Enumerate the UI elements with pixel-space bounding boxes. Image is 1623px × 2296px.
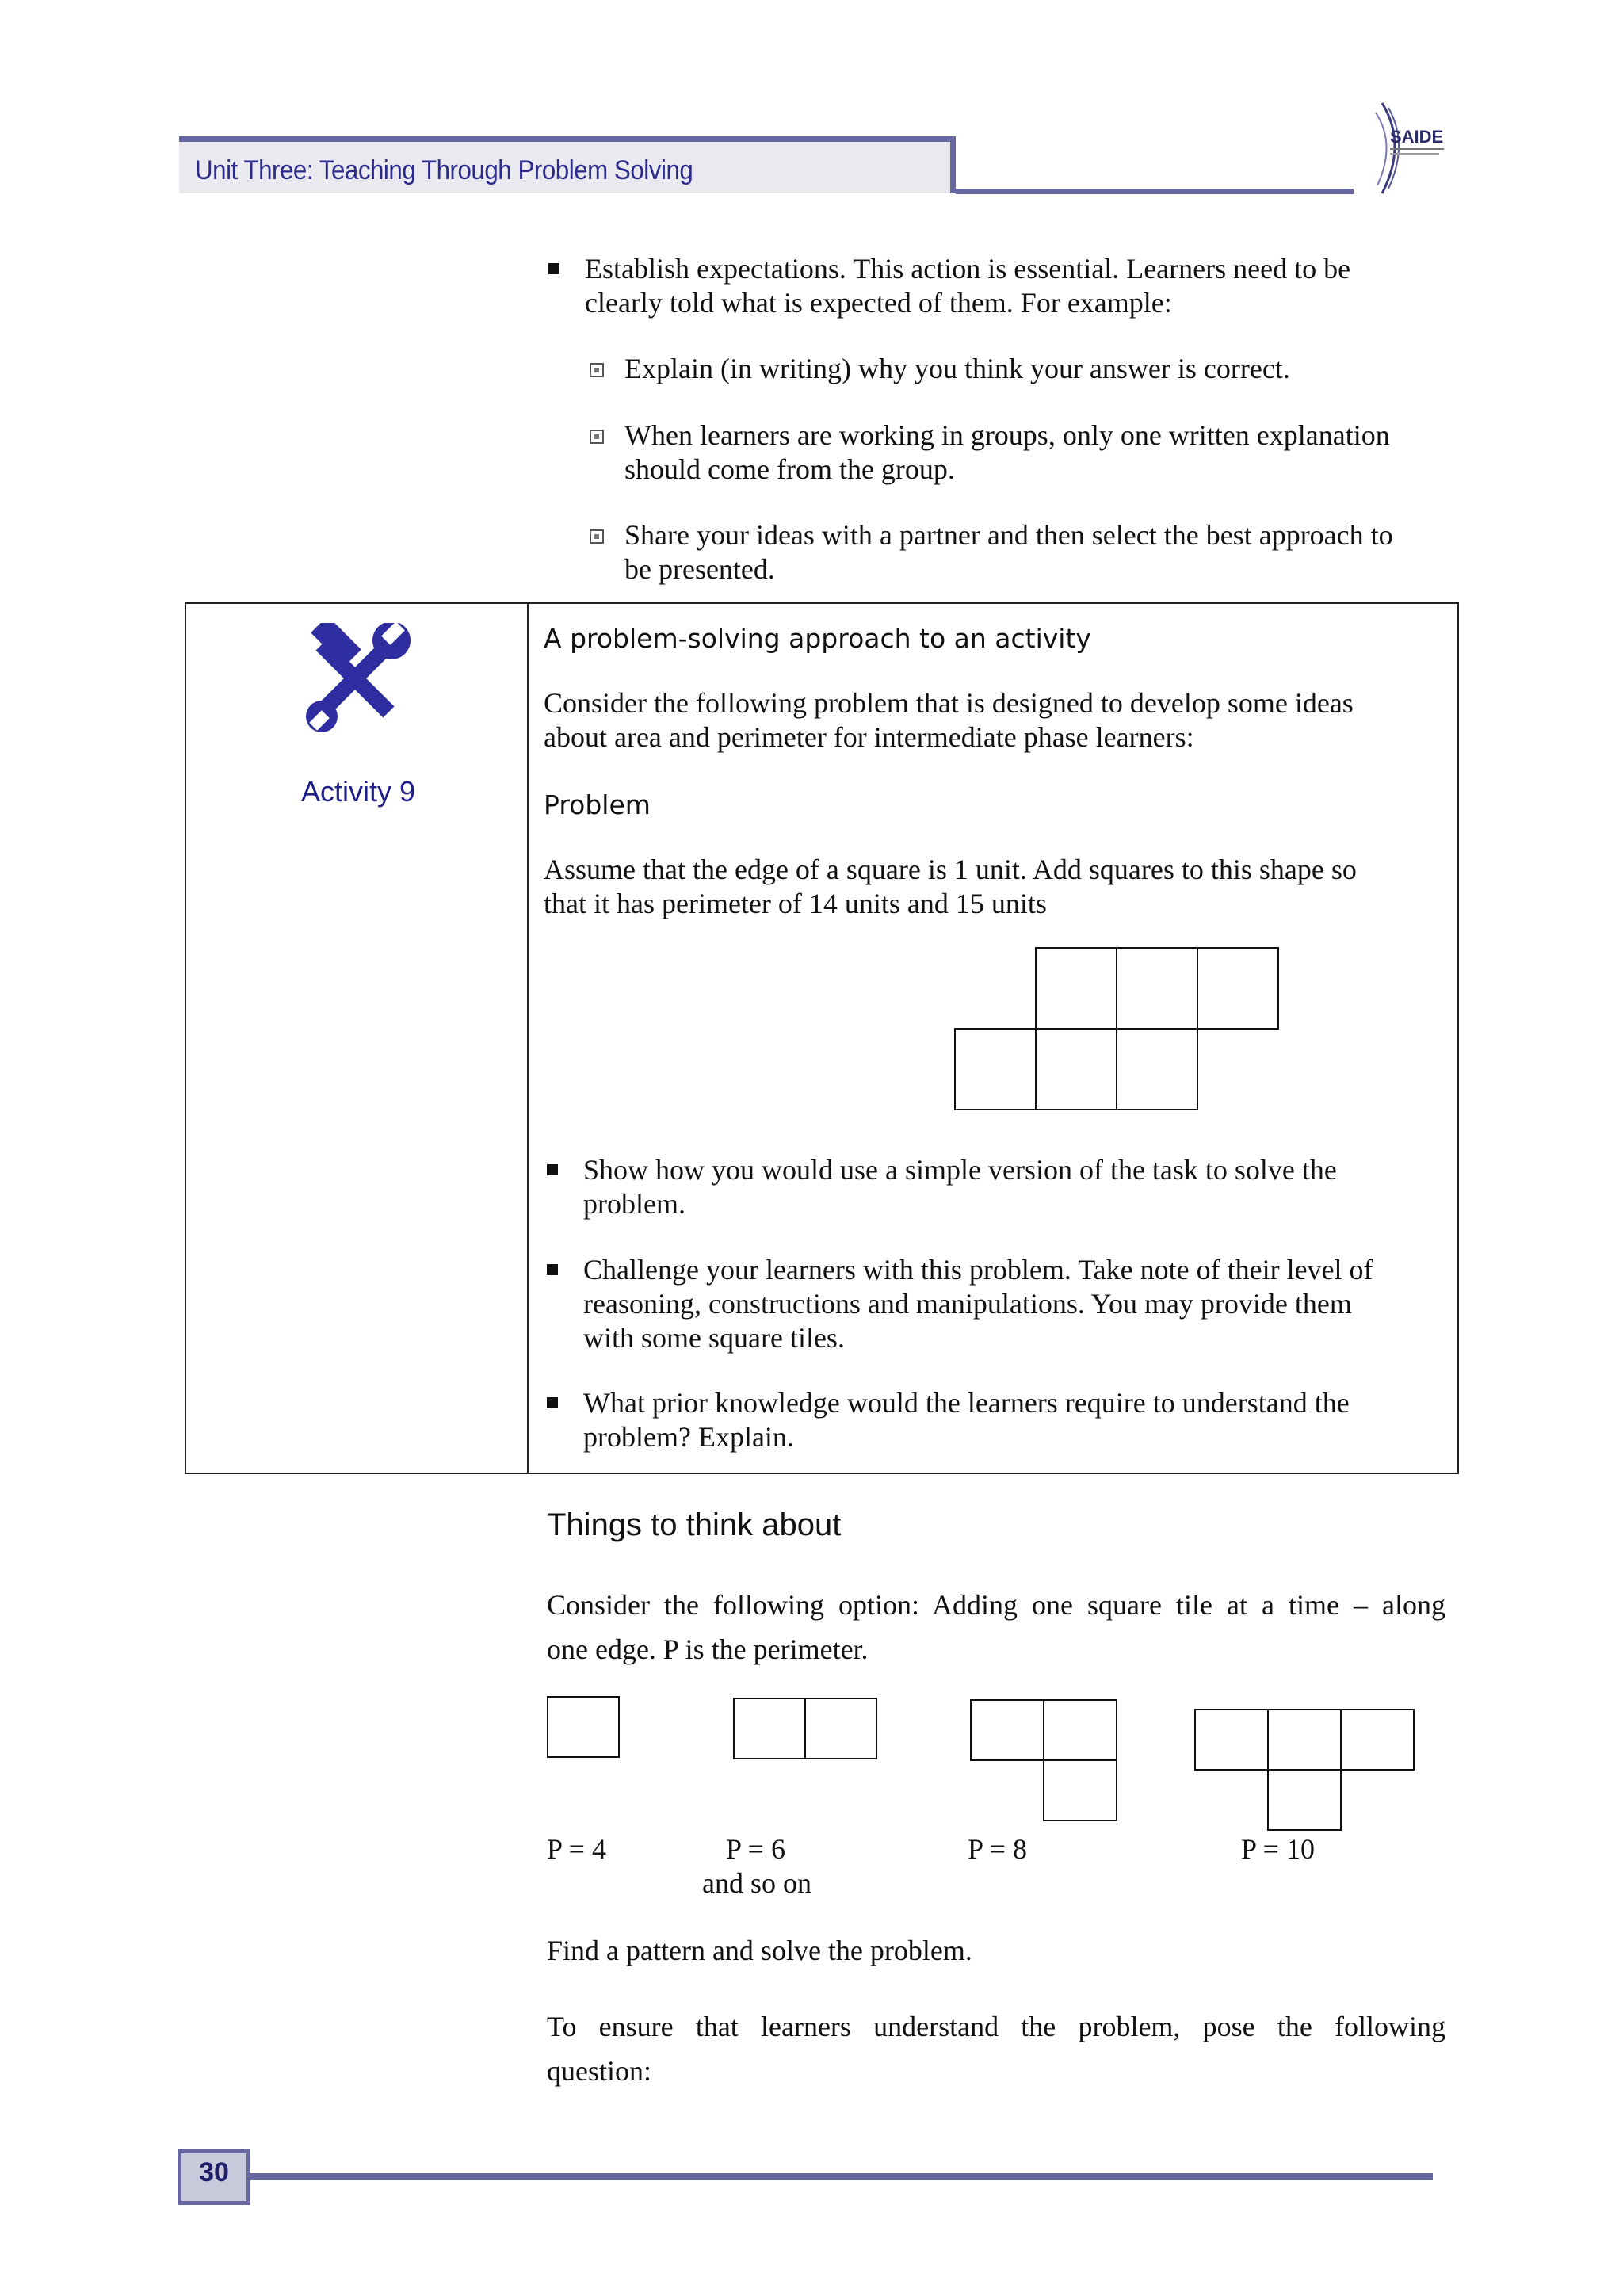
activity-intro-line-2: about area and perimeter for intermediate phase learners:: [544, 721, 1194, 753]
think-para-3-line-2: question:: [547, 2055, 651, 2087]
tile-square: [1043, 1699, 1117, 1761]
problem-heading: Problem: [544, 789, 651, 820]
tile-square: [804, 1698, 877, 1759]
bullet-marker: [547, 1264, 558, 1275]
tile-square: [547, 1696, 620, 1758]
activity-bullet-3-line-1: What prior knowledge would the learners require to understand the: [583, 1387, 1350, 1419]
problem-line-1: Assume that the edge of a square is 1 unit. Add squares to this shape so: [544, 854, 1357, 885]
grid-square: [954, 1028, 1037, 1110]
checkbox-bullet: [590, 430, 604, 444]
activity-bullet-2-line-1: Challenge your learners with this problem. Take note of their level of: [583, 1254, 1373, 1286]
tile-square: [1194, 1709, 1269, 1771]
activity-bullet-1-line-1: Show how you would use a simple version of the task to solve the: [583, 1154, 1337, 1186]
problem-line-2: that it has perimeter of 14 units and 15 units: [544, 888, 1047, 919]
sub-item-2-line-1: When learners are working in groups, only one written explanation: [624, 419, 1390, 451]
think-para-3-line-1: To ensure that learners understand the problem, pose the following: [547, 2011, 1445, 2042]
think-para-2: Find a pattern and solve the problem.: [547, 1935, 972, 1966]
activity-divider: [527, 602, 529, 1474]
think-para-1-line-1: Consider the following option: Adding one square tile at a time – along: [547, 1589, 1445, 1621]
grid-square: [1116, 1028, 1198, 1110]
checkbox-bullet: [590, 529, 604, 544]
sub-item-3-line-2: be presented.: [624, 553, 775, 585]
tools-icon: [298, 623, 417, 734]
sub-item-1: Explain (in writing) why you think your answer is correct.: [624, 353, 1290, 384]
grid-square: [1116, 947, 1198, 1030]
activity-bullet-1-line-2: problem.: [583, 1188, 685, 1220]
page-number: 30: [199, 2157, 229, 2187]
tile-square: [970, 1699, 1044, 1761]
tile-square: [1267, 1709, 1342, 1771]
perimeter-label-4: P = 10: [1241, 1833, 1315, 1865]
intro-line-1: Establish expectations. This action is essential. Learners need to be: [585, 253, 1351, 285]
grid-square: [1197, 947, 1279, 1030]
and-so-on: and so on: [702, 1867, 812, 1899]
saide-logo: [1360, 97, 1447, 200]
sub-item-3-line-1: Share your ideas with a partner and then select the best approach to: [624, 519, 1393, 551]
sub-item-2-line-2: should come from the group.: [624, 453, 955, 485]
header-rule: [956, 189, 1354, 194]
checkbox-bullet: [590, 363, 604, 377]
bullet-marker: [548, 263, 559, 274]
perimeter-label-2: P = 6: [726, 1833, 785, 1865]
tile-square: [1267, 1769, 1342, 1831]
activity-bullet-3-line-2: problem? Explain.: [583, 1421, 794, 1453]
grid-square: [1035, 947, 1117, 1030]
think-para-1-line-2: one edge. P is the perimeter.: [547, 1633, 869, 1665]
unit-title: Unit Three: Teaching Through Problem Solving: [195, 155, 693, 185]
activity-bullet-2-line-3: with some square tiles.: [583, 1322, 845, 1354]
activity-heading: A problem-solving approach to an activity: [544, 623, 1091, 654]
activity-label: Activity 9: [301, 775, 416, 808]
tile-square: [1340, 1709, 1415, 1771]
activity-intro-line-1: Consider the following problem that is designed to develop some ideas: [544, 687, 1354, 719]
grid-square: [1035, 1028, 1117, 1110]
logo-text: SAIDE: [1390, 127, 1444, 147]
tile-square: [733, 1698, 806, 1759]
footer-rule: [250, 2173, 1433, 2180]
activity-bullet-2-line-2: reasoning, constructions and manipulations. You may provide them: [583, 1288, 1352, 1320]
perimeter-label-1: P = 4: [547, 1833, 606, 1865]
bullet-marker: [547, 1397, 558, 1408]
tile-square: [1043, 1759, 1117, 1821]
intro-line-2: clearly told what is expected of them. For example:: [585, 287, 1172, 319]
bullet-marker: [547, 1164, 558, 1175]
section-heading: Things to think about: [547, 1507, 842, 1542]
perimeter-label-3: P = 8: [968, 1833, 1027, 1865]
